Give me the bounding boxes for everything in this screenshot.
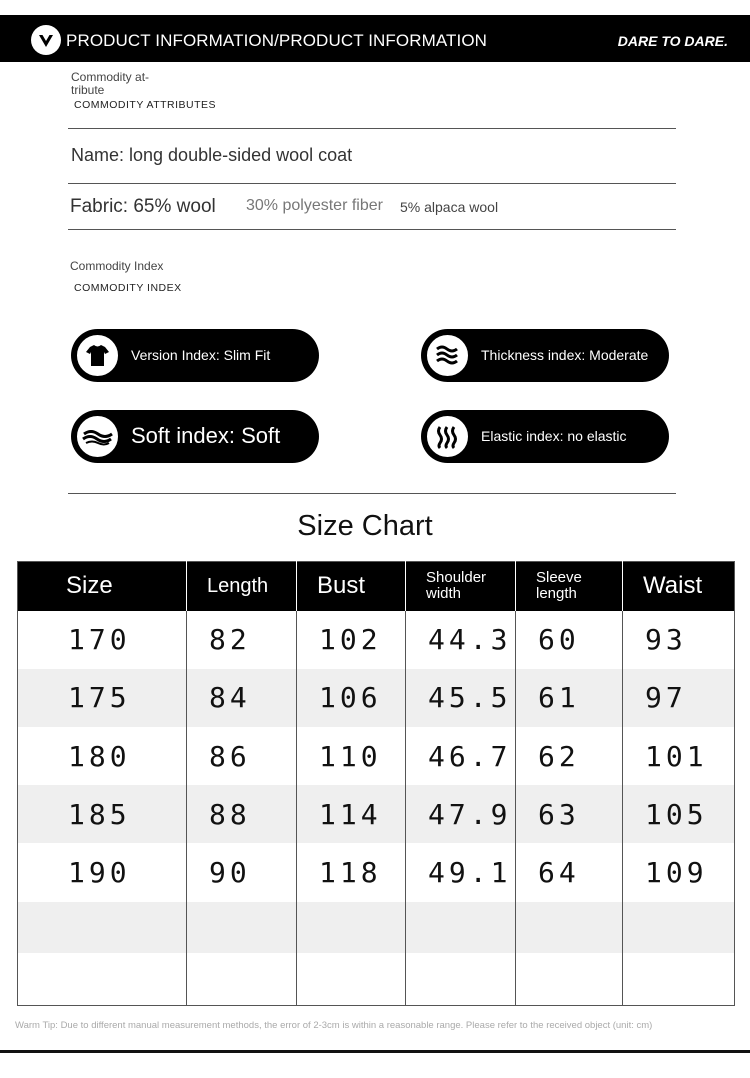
- table-cell: 101: [623, 727, 735, 785]
- waves-icon: [425, 333, 470, 378]
- header-bar: [0, 15, 750, 62]
- table-cell: 102: [297, 611, 406, 669]
- column-header: Shoulder width: [406, 562, 516, 611]
- table-cell: 64: [516, 843, 623, 901]
- table-cell: [623, 902, 735, 954]
- table-cell: 97: [623, 669, 735, 727]
- version-index-pill: [71, 329, 319, 382]
- fabric-tertiary: 5% alpaca wool: [400, 199, 499, 215]
- table-cell: 190: [68, 855, 131, 889]
- pill-label: Soft index: Soft: [131, 423, 281, 448]
- table-cell: 49.1: [406, 843, 516, 901]
- header-title: PRODUCT INFORMATION/PRODUCT INFORMATION: [66, 31, 488, 50]
- column-header: Bust: [297, 562, 406, 611]
- table-cell: [18, 902, 187, 954]
- table-cell: [516, 953, 623, 1005]
- column-header: Waist: [623, 562, 735, 611]
- table-row: [18, 727, 735, 785]
- table-cell: 63: [516, 785, 623, 843]
- size-chart-table: [17, 561, 735, 1006]
- table-cell: 82: [187, 611, 297, 669]
- attributes-label: Commodity at- tribute: [71, 70, 150, 97]
- table-cell: 61: [516, 669, 623, 727]
- table-cell: 114: [297, 785, 406, 843]
- table-cell: 60: [516, 611, 623, 669]
- table-cell: 170: [68, 623, 131, 657]
- table-row: [18, 611, 735, 669]
- table-header-row: [18, 562, 735, 611]
- table-cell: [187, 902, 297, 954]
- column-header: Sleeve length: [516, 562, 623, 611]
- table-row: [18, 843, 735, 901]
- table-cell: 45.5: [406, 669, 516, 727]
- table-cell: [406, 953, 516, 1005]
- elastic-index-pill: [421, 410, 669, 463]
- table-cell: [297, 902, 406, 954]
- pill-label: Thickness index: Moderate: [481, 347, 649, 363]
- table-cell: 93: [623, 611, 735, 669]
- divider: [68, 128, 676, 129]
- table-cell: [406, 902, 516, 954]
- elastic-wave-icon: [425, 414, 470, 459]
- table-cell: [623, 953, 735, 1005]
- table-row: [18, 669, 735, 727]
- warm-tip: Warm Tip: Due to different manual measurement methods, the error of 2-3cm is within a reasonable range. Please refer to the received object (unit: cm): [15, 1020, 653, 1031]
- size-chart-title: Size Chart: [297, 510, 433, 542]
- table-row-empty: [18, 902, 735, 954]
- divider: [68, 183, 676, 184]
- table-cell: 47.9: [406, 785, 516, 843]
- table-cell: 84: [187, 669, 297, 727]
- table-cell: 88: [187, 785, 297, 843]
- attributes-sub-label: COMMODITY ATTRIBUTES: [74, 99, 217, 111]
- table-cell: 62: [516, 727, 623, 785]
- header-slogan: DARE TO DARE.: [617, 33, 728, 49]
- table-cell: [516, 902, 623, 954]
- table-cell: 175: [18, 669, 187, 727]
- column-header: Size: [18, 562, 187, 611]
- table-row: [18, 785, 735, 843]
- table-cell: [18, 953, 187, 1005]
- table-cell: 46.7: [406, 727, 516, 785]
- pill-label: Version Index: Slim Fit: [131, 347, 271, 363]
- column-header: Length: [187, 562, 297, 611]
- index-label: Commodity Index: [70, 259, 164, 273]
- product-name: Name: long double-sided wool coat: [71, 145, 353, 165]
- bottom-divider: [0, 1050, 750, 1053]
- table-row-empty: [18, 953, 735, 1005]
- v-logo-icon: [31, 25, 61, 55]
- fabric-primary: Fabric: 65% wool: [70, 196, 216, 217]
- table-cell: [297, 953, 406, 1005]
- index-sub-label: COMMODITY INDEX: [74, 282, 182, 294]
- table-cell: 110: [297, 727, 406, 785]
- tshirt-icon: [75, 333, 120, 378]
- divider: [68, 493, 676, 494]
- divider: [68, 229, 676, 230]
- table-cell: 185: [18, 785, 187, 843]
- table-cell: [187, 953, 297, 1005]
- table-cell: 106: [297, 669, 406, 727]
- soft-index-pill: [71, 410, 319, 463]
- table-cell: 105: [623, 785, 735, 843]
- table-cell: 109: [623, 843, 735, 901]
- table-cell: 86: [187, 727, 297, 785]
- table-cell: 180: [68, 739, 131, 773]
- table-cell: 118: [297, 843, 406, 901]
- thickness-index-pill: [421, 329, 669, 382]
- fabric-secondary: 30% polyester fiber: [246, 197, 383, 214]
- table-cell: 44.3: [406, 611, 516, 669]
- soft-feather-icon: [75, 414, 120, 459]
- pill-label: Elastic index: no elastic: [481, 428, 627, 444]
- table-cell: 90: [187, 843, 297, 901]
